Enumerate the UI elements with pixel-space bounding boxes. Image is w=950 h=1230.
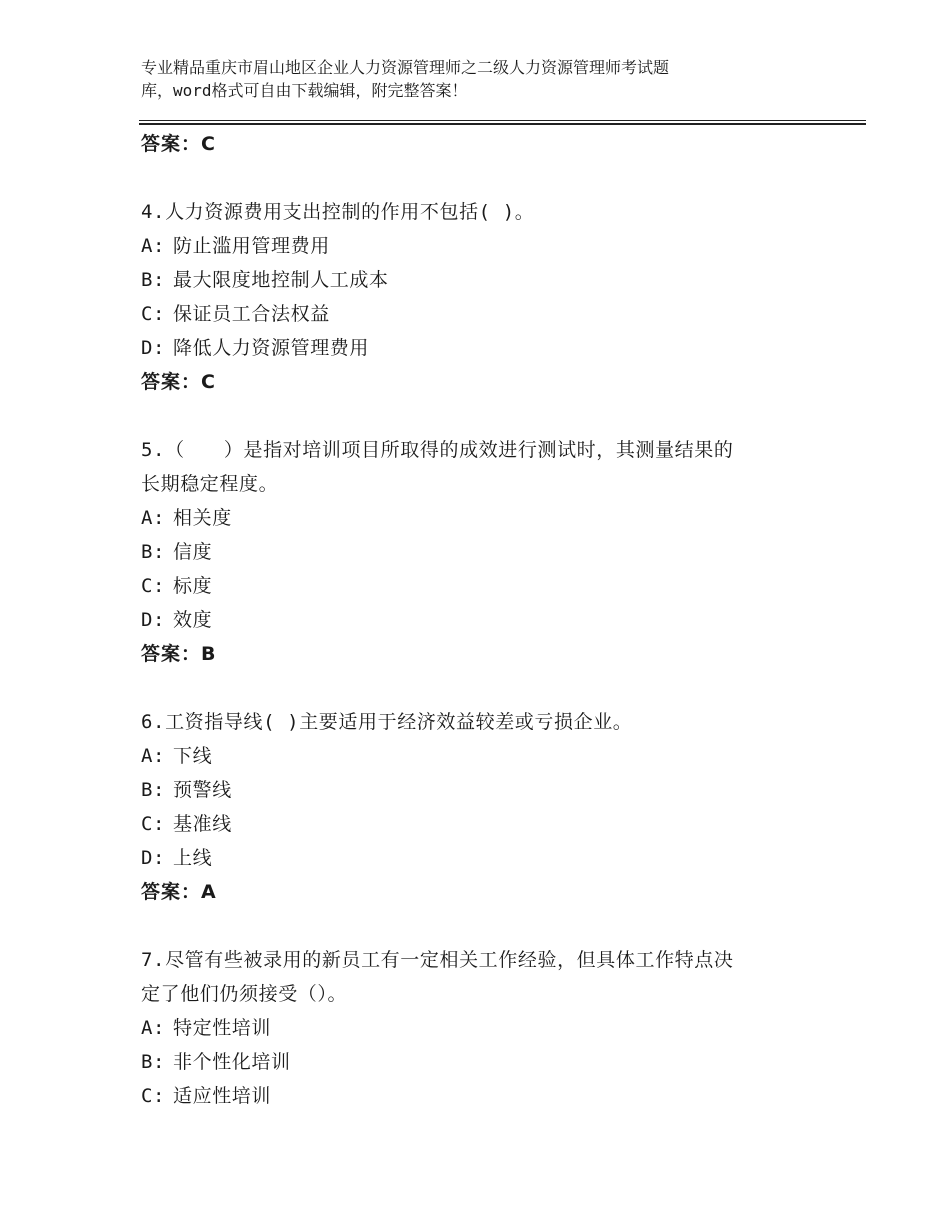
option-d bbox=[141, 331, 821, 365]
document-header bbox=[141, 56, 801, 102]
option-key: C: bbox=[141, 575, 166, 597]
question-block bbox=[141, 705, 821, 909]
option-key: C: bbox=[141, 303, 166, 325]
option-key: A: bbox=[141, 1017, 166, 1039]
question-list bbox=[141, 127, 821, 1113]
header-line-2: 库，word格式可自由下载编辑，附完整答案！ bbox=[141, 81, 468, 100]
option-key: D: bbox=[141, 337, 166, 359]
option-key: A: bbox=[141, 235, 166, 257]
option-a bbox=[141, 501, 821, 535]
option-text: 保证员工合法权益 bbox=[173, 303, 330, 325]
answer-label: 答案： bbox=[141, 643, 202, 665]
answer-line bbox=[141, 127, 821, 161]
option-c bbox=[141, 569, 821, 603]
question-text-cont: 定了他们仍须接受（）。 bbox=[141, 983, 348, 1005]
option-text: 防止滥用管理费用 bbox=[173, 235, 330, 257]
option-text: 相关度 bbox=[173, 507, 232, 529]
option-text: 下线 bbox=[173, 745, 213, 767]
option-text: 特定性培训 bbox=[173, 1017, 272, 1039]
option-a bbox=[141, 739, 821, 773]
option-key: C: bbox=[141, 813, 166, 835]
option-c bbox=[141, 1079, 821, 1113]
question-block bbox=[141, 943, 821, 1113]
option-b bbox=[141, 535, 821, 569]
option-text: 预警线 bbox=[173, 779, 232, 801]
answer-line bbox=[141, 365, 821, 399]
answer-value: B bbox=[201, 643, 216, 665]
option-key: D: bbox=[141, 847, 166, 869]
question-text: 6.工资指导线( )主要适用于经济效益较差或亏损企业。 bbox=[141, 711, 633, 733]
option-key: B: bbox=[141, 779, 166, 801]
option-text: 基准线 bbox=[173, 813, 232, 835]
option-key: C: bbox=[141, 1085, 166, 1107]
spacer bbox=[141, 161, 821, 195]
spacer bbox=[141, 909, 821, 943]
answer-line bbox=[141, 637, 821, 671]
option-key: B: bbox=[141, 541, 166, 563]
option-d bbox=[141, 603, 821, 637]
option-text: 效度 bbox=[173, 609, 213, 631]
question-text: 7.尽管有些被录用的新员工有一定相关工作经验，但具体工作特点决 bbox=[141, 949, 734, 971]
spacer bbox=[141, 399, 821, 433]
header-line-1: 专业精品重庆市眉山地区企业人力资源管理师之二级人力资源管理师考试题 bbox=[141, 58, 670, 77]
option-d bbox=[141, 841, 821, 875]
answer-label: 答案： bbox=[141, 881, 202, 903]
answer-value: A bbox=[201, 881, 216, 903]
header-rule-thick bbox=[139, 123, 866, 125]
header-rule-thin bbox=[139, 120, 866, 121]
option-key: B: bbox=[141, 1051, 166, 1073]
option-text: 最大限度地控制人工成本 bbox=[173, 269, 389, 291]
option-key: A: bbox=[141, 507, 166, 529]
option-text: 上线 bbox=[173, 847, 213, 869]
answer-label: 答案： bbox=[141, 371, 202, 393]
option-text: 标度 bbox=[173, 575, 213, 597]
option-text: 信度 bbox=[173, 541, 213, 563]
option-text: 降低人力资源管理费用 bbox=[173, 337, 370, 359]
answer-value: C bbox=[201, 133, 215, 155]
option-c bbox=[141, 807, 821, 841]
option-key: B: bbox=[141, 269, 166, 291]
question-text-cont: 长期稳定程度。 bbox=[141, 473, 279, 495]
option-a bbox=[141, 1011, 821, 1045]
question-text: 4.人力资源费用支出控制的作用不包括( )。 bbox=[141, 201, 535, 223]
spacer bbox=[141, 671, 821, 705]
option-c bbox=[141, 297, 821, 331]
option-text: 非个性化培训 bbox=[173, 1051, 291, 1073]
option-b bbox=[141, 263, 821, 297]
question-block bbox=[141, 195, 821, 399]
answer-line bbox=[141, 875, 821, 909]
option-b bbox=[141, 773, 821, 807]
question-text: 5.（ ）是指对培训项目所取得的成效进行测试时，其测量结果的 bbox=[141, 439, 734, 461]
option-key: D: bbox=[141, 609, 166, 631]
option-b bbox=[141, 1045, 821, 1079]
option-key: A: bbox=[141, 745, 166, 767]
question-block bbox=[141, 433, 821, 671]
answer-value: C bbox=[201, 371, 215, 393]
answer-label: 答案： bbox=[141, 133, 202, 155]
option-text: 适应性培训 bbox=[173, 1085, 272, 1107]
option-a bbox=[141, 229, 821, 263]
